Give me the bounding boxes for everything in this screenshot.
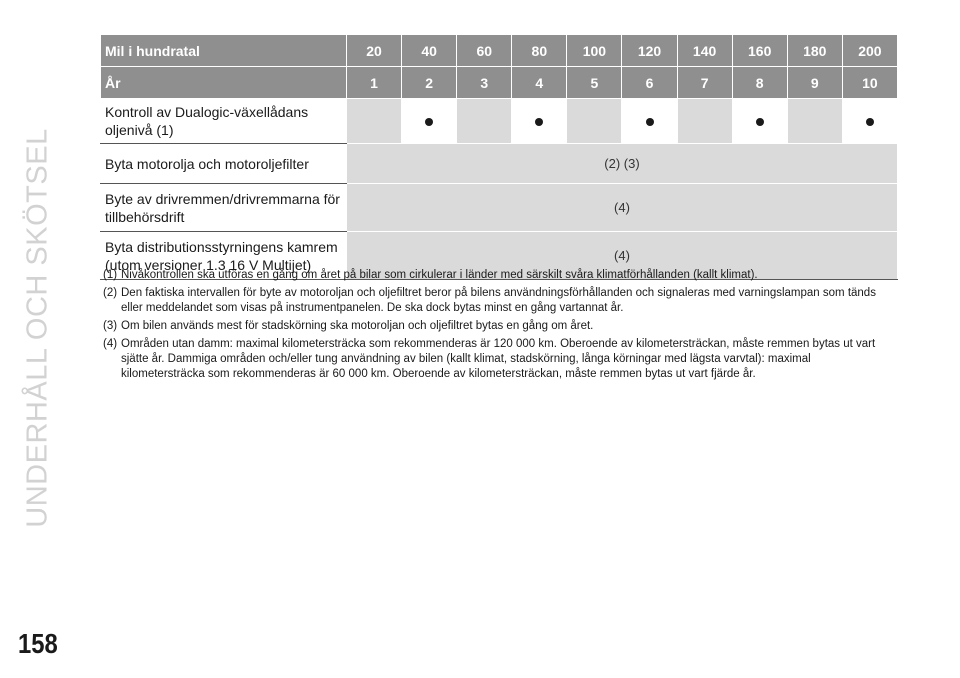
footnotes xyxy=(103,268,895,385)
span-cell-engine-oil: (2) (3) xyxy=(347,144,898,184)
year-header-label: År xyxy=(101,67,347,99)
schedule-cell xyxy=(402,99,457,144)
mileage-header-cell: 200 xyxy=(842,35,897,67)
year-header-cell: 1 xyxy=(347,67,402,99)
check-dot-icon xyxy=(866,118,874,126)
mileage-header-cell: 120 xyxy=(622,35,677,67)
table-row xyxy=(101,99,898,144)
check-dot-icon xyxy=(425,118,433,126)
schedule-cell xyxy=(677,99,732,144)
schedule-cell xyxy=(347,99,402,144)
span-cell-drive-belt: (4) xyxy=(347,184,898,232)
footnote-4 xyxy=(103,337,895,382)
year-header-cell: 9 xyxy=(787,67,842,99)
mileage-header-cell: 20 xyxy=(347,35,402,67)
check-dot-icon xyxy=(646,118,654,126)
table-row xyxy=(101,144,898,184)
year-header-cell: 4 xyxy=(512,67,567,99)
year-header-cell: 7 xyxy=(677,67,732,99)
footnote-text: Om bilen används mest för stadskörning ska motoroljan och oljefiltret bytas en gång om året. xyxy=(121,320,594,332)
section-side-title-text: UNDERHÅLL OCH SKÖTSEL xyxy=(21,128,54,528)
year-header-row xyxy=(101,67,898,99)
year-header-cell: 2 xyxy=(402,67,457,99)
span-cell-timing-belt: (4) xyxy=(347,232,898,280)
row-label-gearbox-oil: Kontroll av Dualogic-växellådans oljenivå (1) xyxy=(101,99,347,144)
year-header-cell: 6 xyxy=(622,67,677,99)
schedule-cell xyxy=(787,99,842,144)
mileage-header-cell: 180 xyxy=(787,35,842,67)
mileage-header-cell: 140 xyxy=(677,35,732,67)
schedule-cell xyxy=(622,99,677,144)
year-header-cell: 3 xyxy=(457,67,512,99)
mileage-header-label: Mil i hundratal xyxy=(101,35,347,67)
footnote-number: (3) xyxy=(103,320,118,332)
mileage-header-row xyxy=(101,35,898,67)
footnote-2 xyxy=(103,286,895,316)
mileage-header-cell: 40 xyxy=(402,35,457,67)
schedule-cell xyxy=(842,99,897,144)
schedule-cell xyxy=(732,99,787,144)
footnote-1 xyxy=(103,268,895,283)
check-dot-icon xyxy=(756,118,764,126)
footnote-text: Områden utan damm: maximal kilometersträcka som rekommenderas är 120 000 km. Oberoende av kilometersträckan, måste remmen bytas ut vart sjätte år. Dammiga områden och/eller tung användning av bilen (kallt klimat, stadskörning, långa körningar med lägsta varvtal): maximal kilometersträcka som rekommenderas är 60 000 km. Oberoende av kilometersträckan, måste remmen bytas ut vart fjärde år. xyxy=(121,338,876,380)
schedule-cell xyxy=(567,99,622,144)
mileage-header-cell: 80 xyxy=(512,35,567,67)
schedule-cell xyxy=(512,99,567,144)
row-label-timing-belt: Byta distributionsstyrningens kamrem (utom versioner 1.3 16 V Multijet) xyxy=(101,232,347,280)
mileage-header-cell: 160 xyxy=(732,35,787,67)
year-header-cell: 5 xyxy=(567,67,622,99)
row-label-drive-belt: Byte av drivremmen/drivremmarna för tillbehörsdrift xyxy=(101,184,347,232)
year-header-cell: 8 xyxy=(732,67,787,99)
footnote-3 xyxy=(103,319,895,334)
mileage-header-cell: 60 xyxy=(457,35,512,67)
table-row xyxy=(101,184,898,232)
row-label-engine-oil: Byta motorolja och motoroljefilter xyxy=(101,144,347,184)
footnote-number: (1) xyxy=(103,269,118,281)
footnote-number: (4) xyxy=(103,338,118,350)
footnote-text: Nivåkontrollen ska utföras en gång om året på bilar som cirkulerar i länder med särskilt svåra klimatförhållanden (kallt klimat). xyxy=(121,269,758,281)
footnote-text: Den faktiska intervallen för byte av motoroljan och oljefiltret beror på bilens användningsförhållanden och signaleras med varningslampan som tänds eller meddelandet som visas på instrumentpanelen. De ska dock bytas minst en gång vartannat år. xyxy=(121,287,876,314)
schedule-cell xyxy=(457,99,512,144)
year-header-cell: 10 xyxy=(842,67,897,99)
mileage-header-cell: 100 xyxy=(567,35,622,67)
footnote-number: (2) xyxy=(103,287,118,299)
page-number: 158 xyxy=(18,628,58,659)
check-dot-icon xyxy=(535,118,543,126)
maintenance-schedule-table xyxy=(100,34,898,280)
